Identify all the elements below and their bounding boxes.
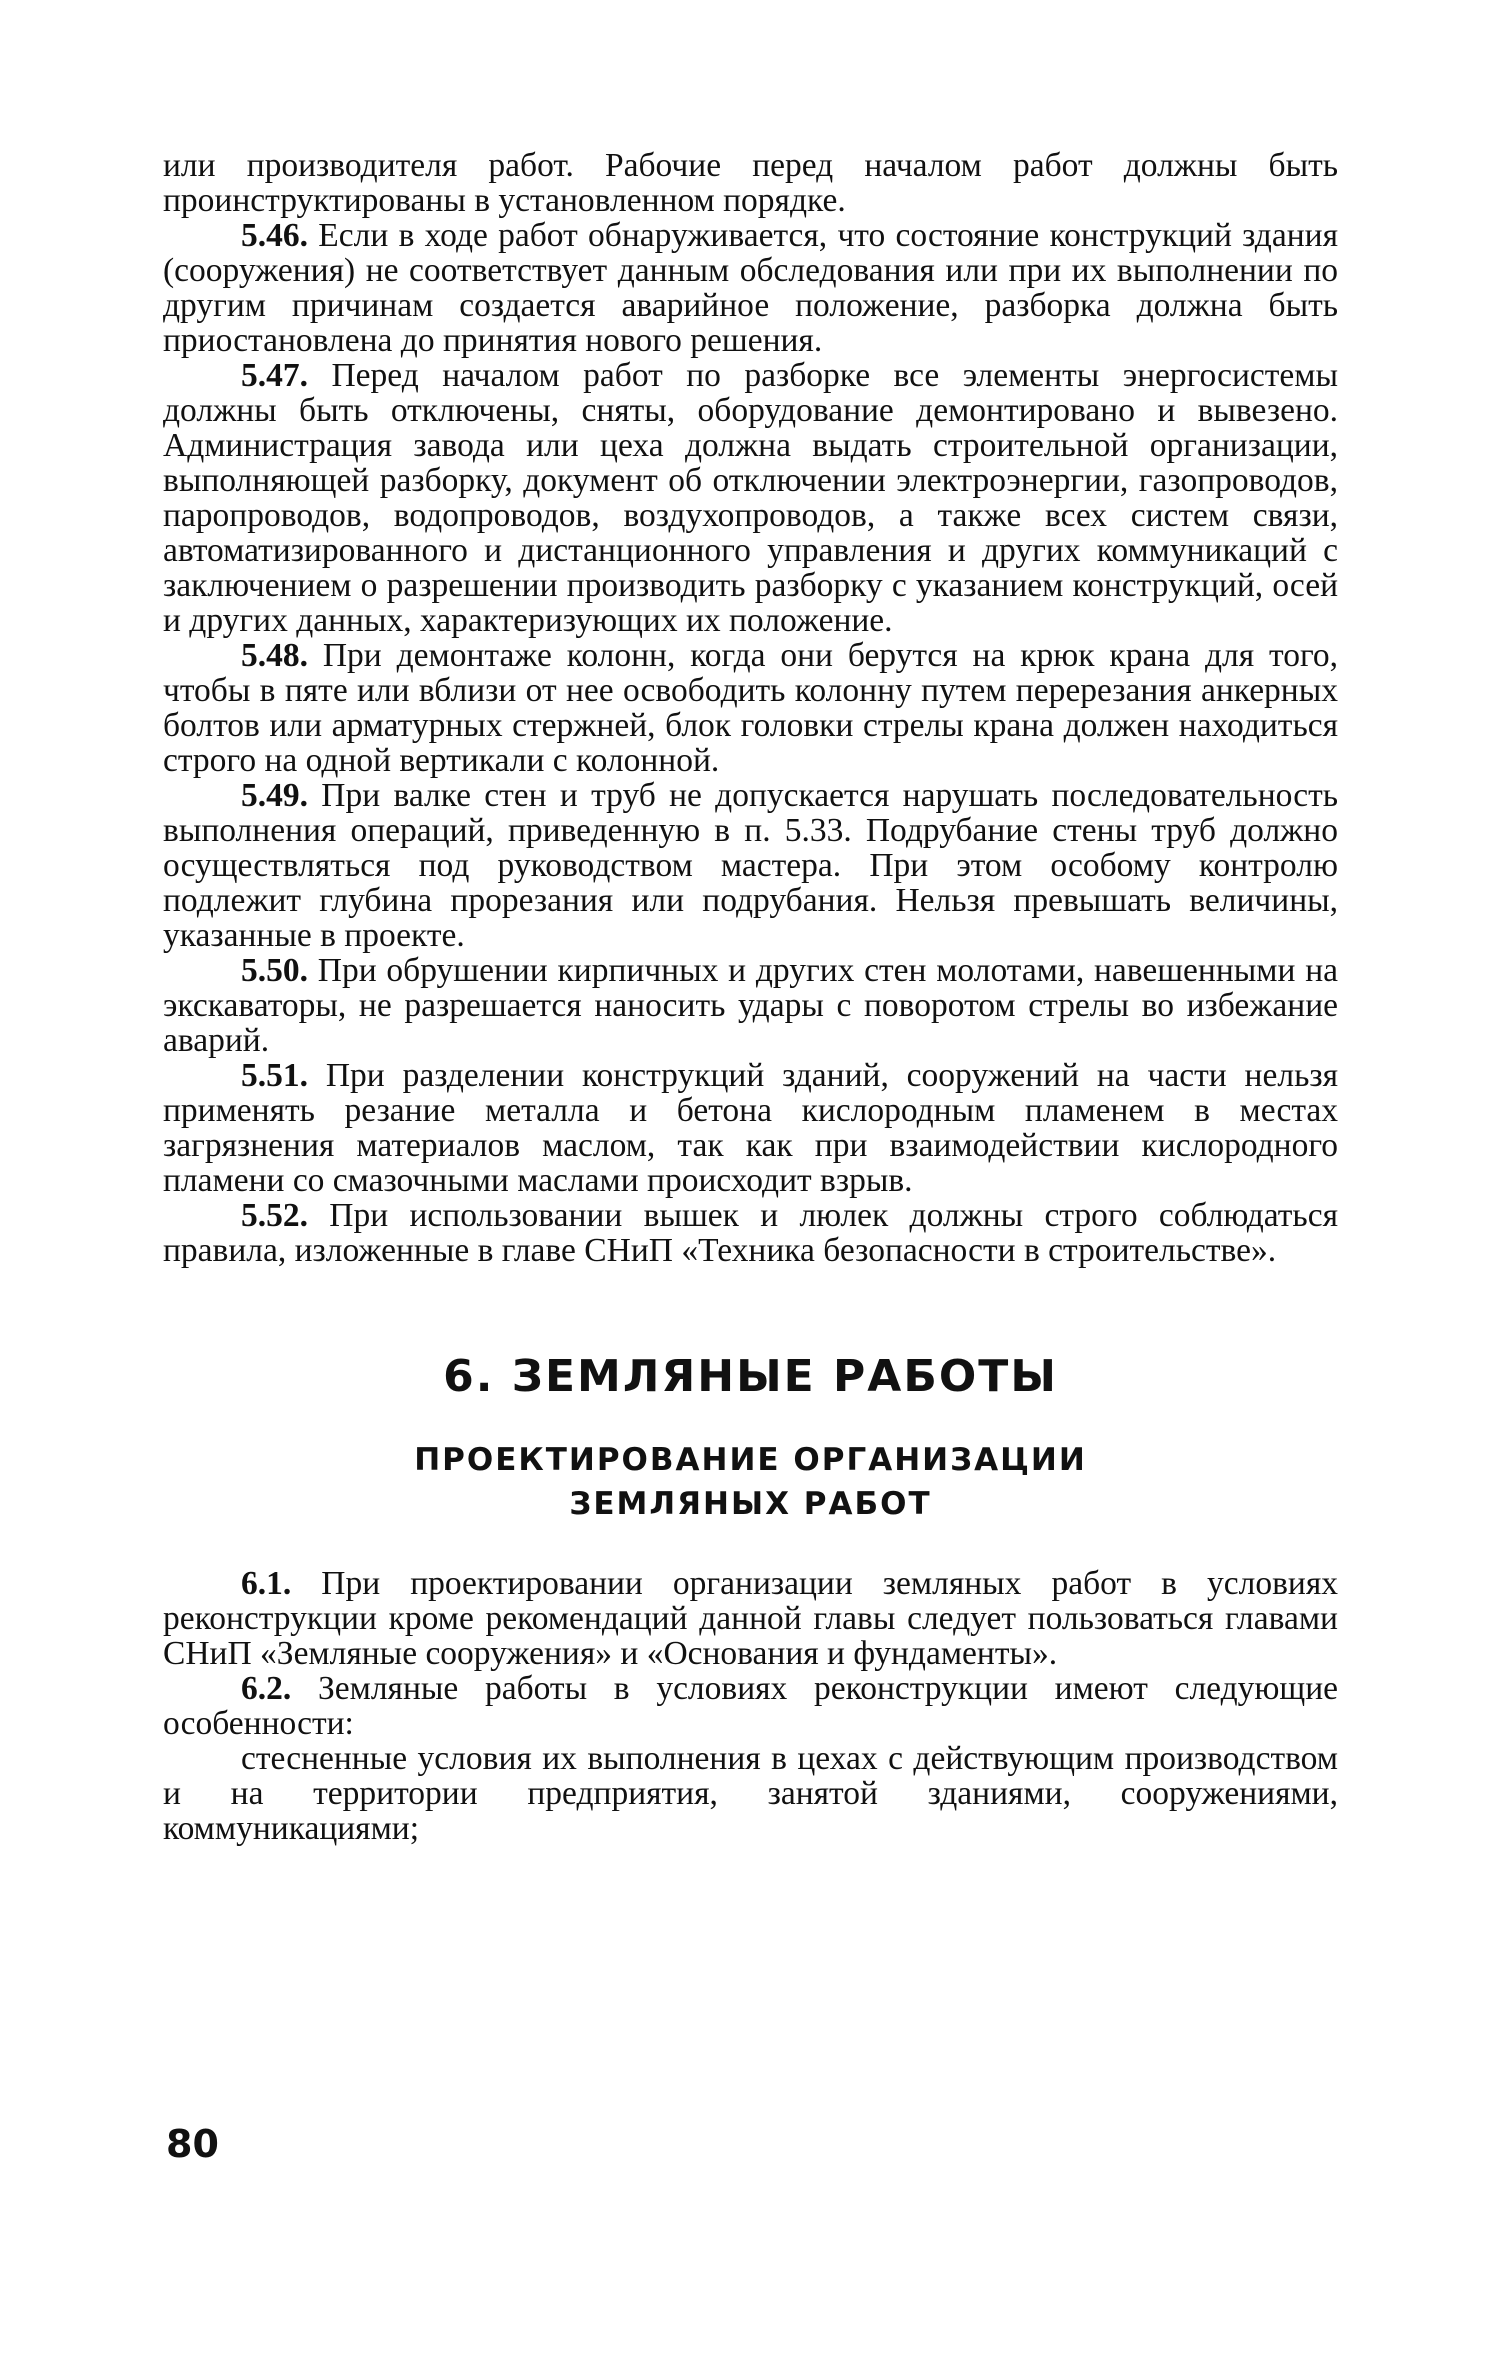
paragraph (163, 218, 1338, 358)
paragraph (163, 1671, 1338, 1741)
paragraph-text: При проектировании организации земляных работ в условиях реконструкции кроме рекомендаций данной главы следует пользоваться главами СНиП «Земляные сооружения» и «Основания и фундаменты». (163, 1565, 1338, 1672)
paragraph (163, 778, 1338, 953)
paragraphs-top (163, 148, 1338, 1268)
paragraph-text: Земляные работы в условиях реконструкции имеют следующие особенности: (163, 1670, 1338, 1742)
paragraph (163, 148, 1338, 218)
clause-number: 5.48. (241, 637, 308, 674)
clause-number: 5.47. (241, 357, 308, 394)
clause-number: 5.46. (241, 217, 308, 254)
paragraph-text: Перед началом работ по разборке все элементы энергосистемы должны быть отключены, сняты, оборудование демонтировано и вывезено. Администрация завода или цеха должна выдать строительной организации, выполняющей разборку, документ об отключении электроэнергии, газопроводов, паропроводов, водопроводов, воздухопроводов, а также всех систем связи, автоматизированного и дистанционного управления и других коммуникаций с заключением о разрешении производить разборку с указанием конструкций, осей и других данных, характеризующих их положение. (163, 357, 1338, 639)
paragraph-text: При разделении конструкций зданий, сооружений на части нельзя применять резание металла и бетона кислородным пламенем в местах загрязнения материалов маслом, так как при взаимодействии кислородного пламени со смазочными маслами происходит взрыв. (163, 1057, 1338, 1199)
page-body (163, 148, 1338, 1846)
paragraph-text: При демонтаже колонн, когда они берутся на крюк крана для того, чтобы в пяте или вблизи от нее освободить колонну путем перерезания анкерных болтов или арматурных стержней, блок головки стрелы крана должен находиться строго на одной вертикали с колонной. (163, 637, 1338, 779)
clause-number: 6.2. (241, 1670, 292, 1707)
paragraph-text: Если в ходе работ обнаруживается, что состояние конструкций здания (сооружения) не соответствует данным обследования или при их выполнении по другим причинам создается аварийное положение, разборка должна быть приостановлена до принятия нового решения. (163, 217, 1338, 359)
paragraph-text: или производителя работ. Рабочие перед началом работ должны быть проинструктированы в установленном порядке. (163, 147, 1338, 219)
clause-number: 6.1. (241, 1565, 292, 1602)
paragraph (163, 638, 1338, 778)
paragraph (163, 358, 1338, 638)
paragraph-text: При валке стен и труб не допускается нарушать последовательность выполнения операций, приведенную в п. 5.33. Подрубание стены труб должно осуществляться под руководством мастера. При этом особому контролю подлежит глубина прорезания или подрубания. Нельзя превышать величины, указанные в проекте. (163, 777, 1338, 954)
paragraph (163, 953, 1338, 1058)
paragraph (163, 1198, 1338, 1268)
subsection-title-line2: ЗЕМЛЯНЫХ РАБОТ (569, 1486, 932, 1522)
page-number: 80 (166, 2122, 219, 2166)
paragraph-text: стесненные условия их выполнения в цехах с действующим производством и на территории предприятия, занятой зданиями, сооружениями, коммуникациями; (163, 1740, 1338, 1847)
paragraph (163, 1566, 1338, 1671)
paragraphs-bottom (163, 1566, 1338, 1846)
section-title: 6. ЗЕМЛЯНЫЕ РАБОТЫ (443, 1351, 1058, 1402)
clause-number: 5.50. (241, 952, 308, 989)
clause-number: 5.49. (241, 777, 308, 814)
paragraph-text: При использовании вышек и люлек должны строго соблюдаться правила, изложенные в главе СНиП «Техника безопасности в строительстве». (163, 1197, 1338, 1269)
paragraph (163, 1741, 1338, 1846)
paragraph (163, 1058, 1338, 1198)
subsection-title (163, 1438, 1338, 1526)
paragraph-text: При обрушении кирпичных и других стен молотами, навешенными на экскаваторы, не разрешается наносить удары с поворотом стрелы во избежание аварий. (163, 952, 1338, 1059)
clause-number: 5.51. (241, 1057, 308, 1094)
clause-number: 5.52. (241, 1197, 308, 1234)
subsection-title-line1: ПРОЕКТИРОВАНИЕ ОРГАНИЗАЦИИ (414, 1442, 1087, 1478)
